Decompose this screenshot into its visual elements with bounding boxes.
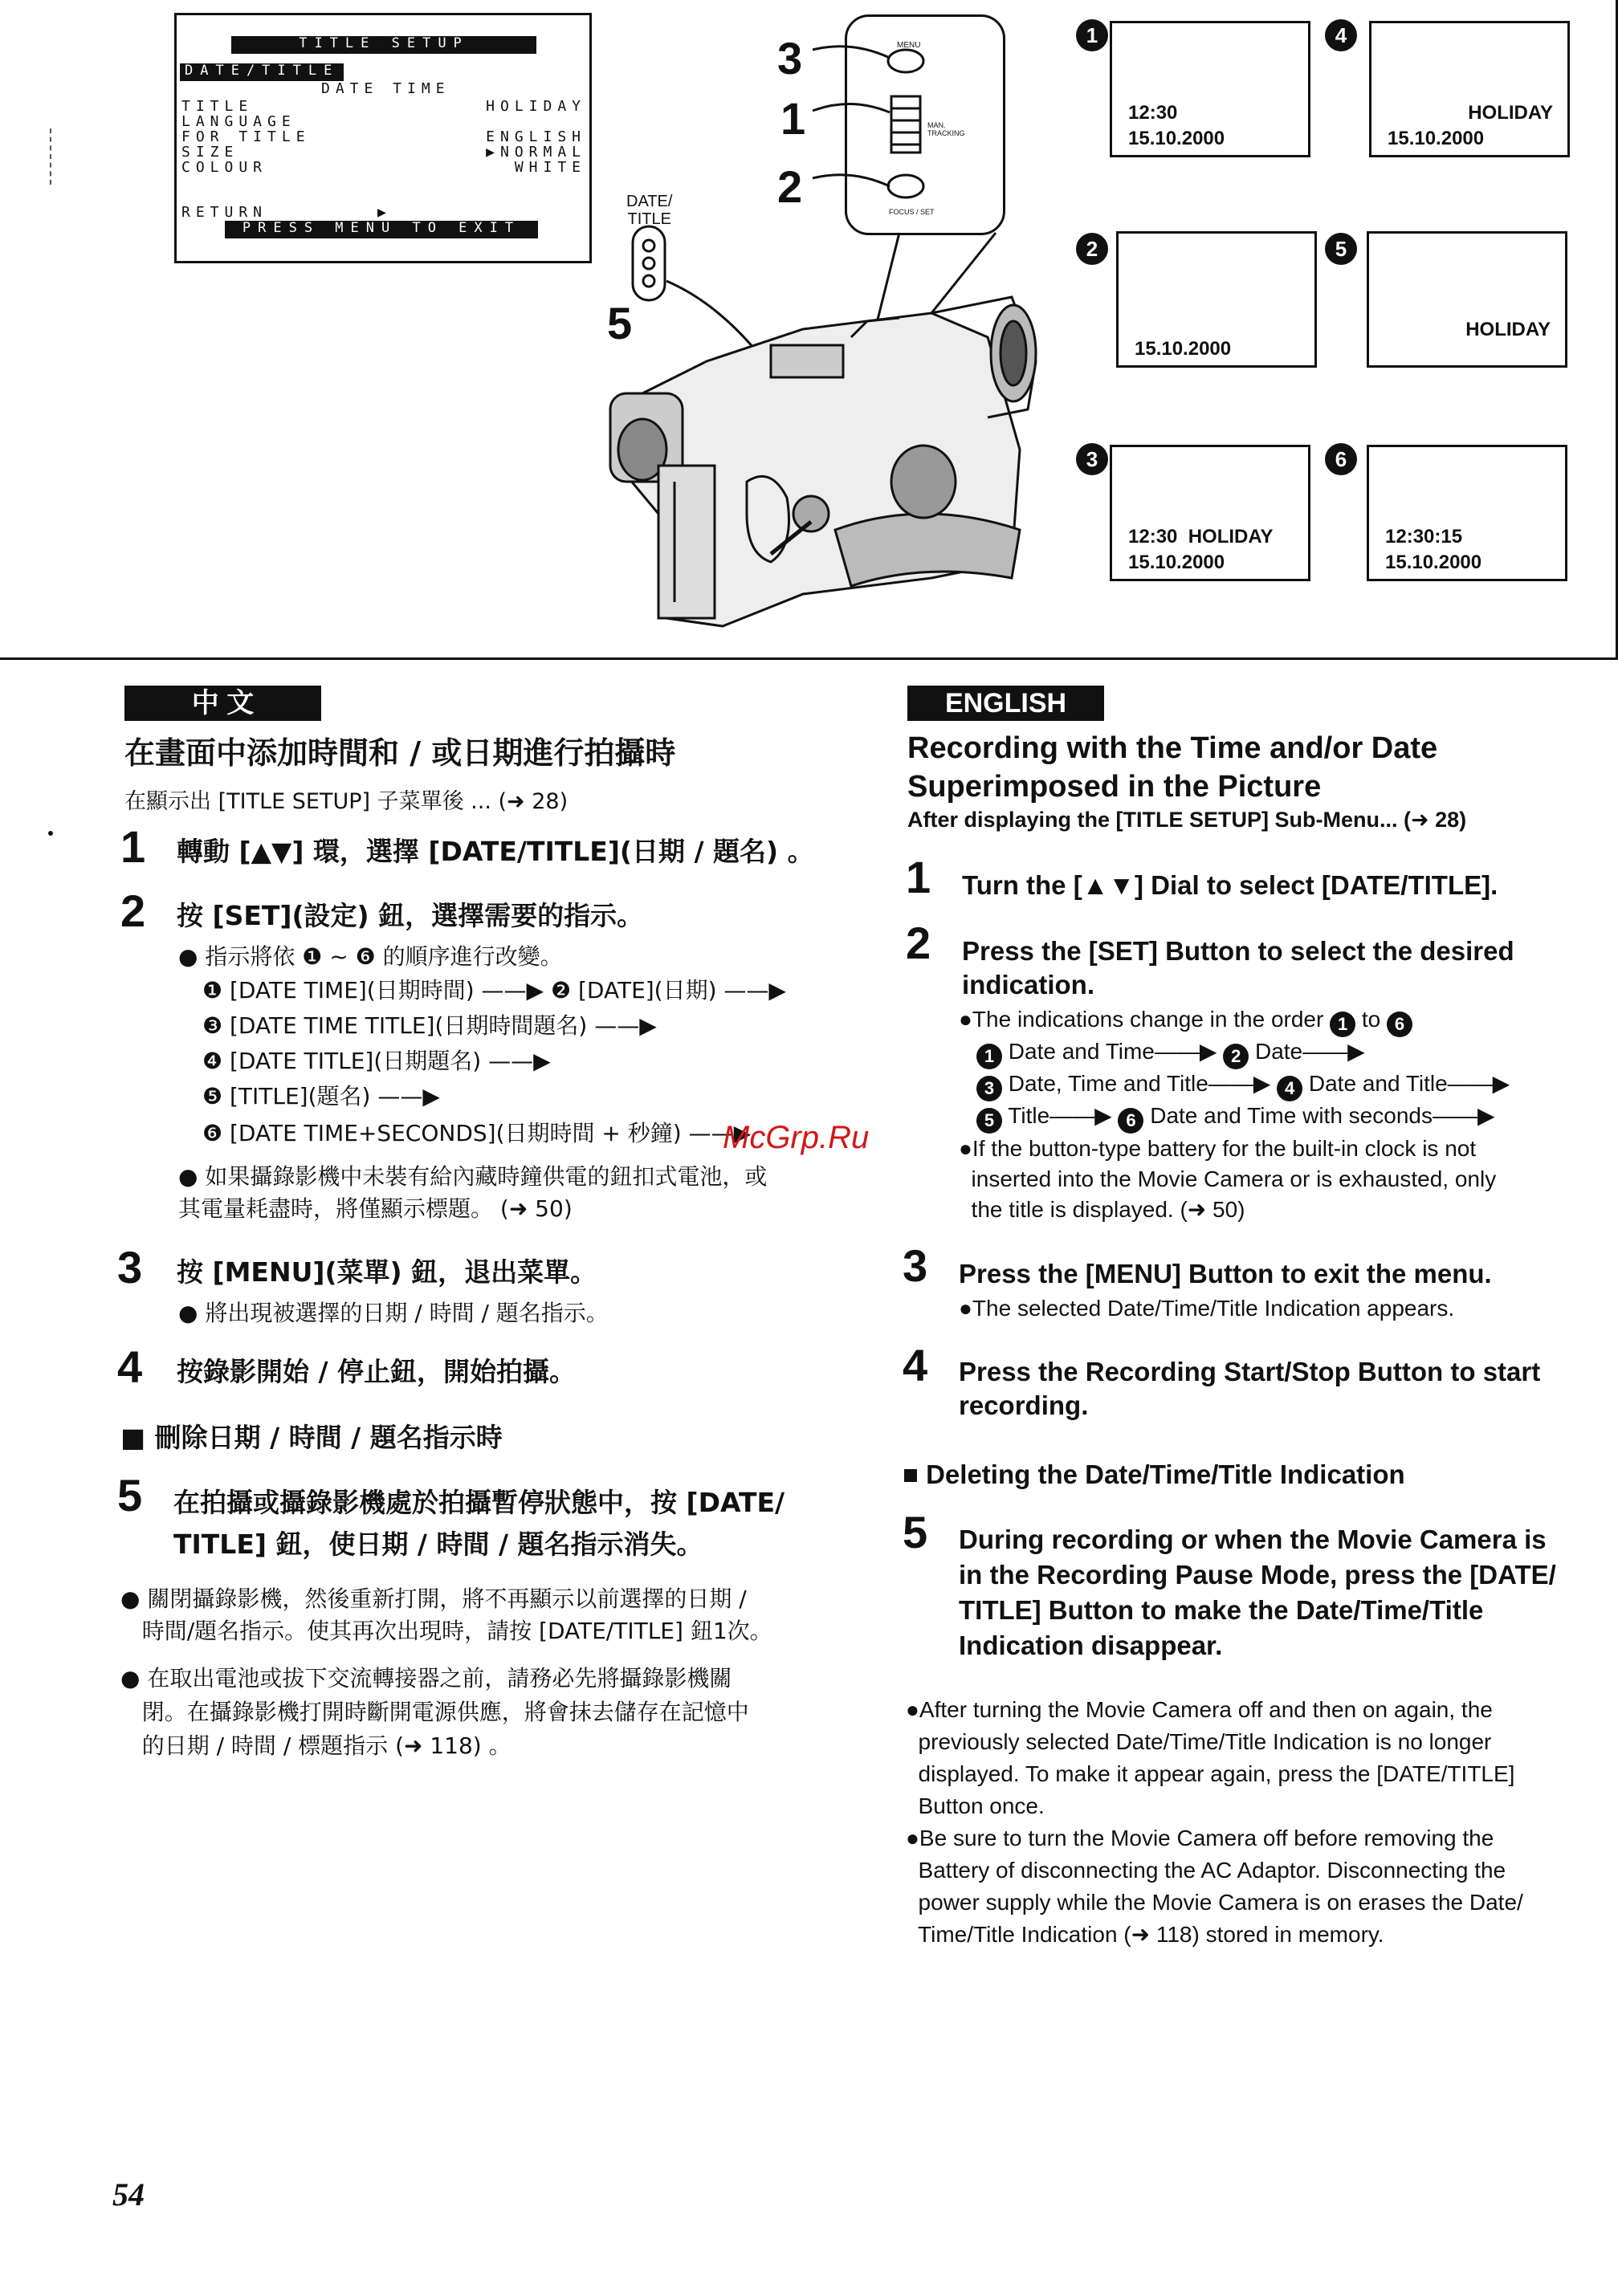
display-example-screen: [1110, 445, 1310, 581]
screen-line-2: 15.10.2000: [1388, 128, 1485, 149]
seq-badge-1: 1: [976, 1044, 1002, 1069]
zh-seq-5: ❻ [DATE TIME+SECONDS](日期時間 + 秒鐘) ——▶: [202, 1120, 752, 1146]
menu-exit-bar: PRESS MENU TO EXIT: [225, 221, 538, 238]
order-end-badge: 6: [1387, 1012, 1412, 1037]
display-example-screen: [1367, 231, 1567, 368]
zh-seq-4: ❺ [TITLE](題名) ——▶: [202, 1083, 440, 1109]
seq-2-a: Date, Time and Title——▶: [1008, 1071, 1271, 1096]
screen-2-badge: 4: [1325, 19, 1357, 51]
screen-line-1-right: HOLIDAY: [1468, 102, 1553, 124]
zh-step-5: 在拍攝或攝錄影機處於拍攝暫停狀態中，按 [DATE/ TITLE] 鈕，使日期 / 時間 / 題名指示消失。: [173, 1487, 785, 1560]
seq-1-a: Date and Time——▶: [1008, 1039, 1217, 1064]
en-step-2-bullet-2: ●If the button-type battery for the built-in clock is not inserted into the Movie Camera or is exhausted, only the title is displayed. (➜ 50): [959, 1136, 1497, 1222]
zh-step-1-num: 1: [120, 821, 146, 872]
en-step-4-num: 4: [903, 1340, 928, 1390]
zh-seq-1: ❶ [DATE TIME](日期時間) ——▶ ❷ [DATE](日期) ——▶: [202, 977, 786, 1003]
screen-line-1: 12:30: [1128, 102, 1178, 124]
menu-button-icon: [888, 50, 923, 72]
set-button-icon: [888, 175, 923, 197]
dial-tracking-label: MAN. TRACKING: [927, 121, 965, 137]
en-seq-3: [976, 1100, 1495, 1134]
seq-3-a: Title——▶: [1008, 1103, 1112, 1128]
en-step-1-num: 1: [906, 852, 931, 902]
en-step-4: Press the Recording Start/Stop Button to start recording.: [959, 1357, 1541, 1420]
callout-1: 1: [780, 93, 806, 144]
en-heading: Recording with the Time and/or Date Superimposed in the Picture: [907, 731, 1438, 804]
callout-5: 5: [607, 298, 633, 348]
en-sub: After displaying the [TITLE SETUP] Sub-Menu... (➜ 28): [907, 808, 1467, 832]
seq-badge-6: 6: [1118, 1108, 1143, 1134]
screen-line-2: 15.10.2000: [1385, 552, 1482, 573]
en-seq-2: [976, 1068, 1510, 1101]
seq-badge-2: 2: [1223, 1044, 1249, 1069]
zh-step-1: 轉動 [▲▼] 環，選擇 [DATE/TITLE](日期 / 題名) 。: [177, 836, 814, 867]
screen-line-1: 12:30:15: [1385, 526, 1463, 548]
screen-line-1-right: HOLIDAY: [1465, 319, 1551, 340]
zh-seq-2: ❸ [DATE TIME TITLE](日期時間題名) ——▶: [202, 1012, 657, 1039]
screen-3-badge: 2: [1076, 233, 1108, 265]
menu-rows-right: HOLIDAY ENGLISH ▶NORMAL WHITE: [486, 98, 586, 176]
en-step-3-bullet: ●The selected Date/Time/Title Indication appears.: [959, 1296, 1455, 1321]
camera-illustration: [0, 0, 1060, 658]
seq-badge-5: 5: [976, 1108, 1002, 1134]
menu-date-time: DATE TIME: [321, 80, 450, 97]
zh-note-2: ● 在取出電池或拔下交流轉接器之前，請務必先將攝錄影機關 閉。在攝錄影機打開時斷開電源供應，將會抹去儲存在記憶中 的日期 / 時間 / 標題指示 (➜ 118) 。: [120, 1665, 749, 1759]
page-number: 54: [112, 2176, 145, 2213]
seq-badge-4: 4: [1277, 1076, 1302, 1101]
en-step-3: Press the [MENU] Button to exit the menu.: [959, 1259, 1492, 1288]
display-example-screen: [1110, 21, 1310, 157]
zh-step-3: 按 [MENU](菜單) 鈕，退出菜單。: [177, 1256, 597, 1288]
en-step-5: During recording or when the Movie Camera is in the Recording Pause Mode, press the [DATE/ TITLE] Button to make the Date/Time/Title Indication disappear.: [959, 1525, 1556, 1660]
order-start-badge: 1: [1330, 1012, 1355, 1037]
screen-line-2: 15.10.2000: [1128, 128, 1225, 149]
zh-step-2: 按 [SET](設定) 鈕，選擇需要的指示。: [177, 900, 644, 931]
en-note-1: ●After turning the Movie Camera off and then on again, the previously selected Date/Time/Title Indication is no longer displayed. To make it appear again, press the [DATE/TITLE] Button once.: [906, 1697, 1515, 1818]
menu-return: RETURN: [181, 204, 268, 221]
screen-1-badge: 1: [1076, 19, 1108, 51]
screen-5-badge: 3: [1076, 443, 1108, 475]
margin-dot: [48, 831, 53, 836]
display-example-screen: [1367, 445, 1567, 581]
screen-line-2: 15.10.2000: [1128, 552, 1225, 573]
en-bullet-1-text: ●The indications change in the order: [959, 1007, 1324, 1032]
en-step-2: Press the [SET] Button to select the desired indication.: [962, 936, 1514, 999]
zh-step-5-num: 5: [117, 1470, 143, 1520]
menu-return-arrow: ▶: [377, 204, 392, 221]
zh-step-3-bullet: ● 將出現被選擇的日期 / 時間 / 題名指示。: [178, 1300, 609, 1326]
seq-badge-3: 3: [976, 1076, 1002, 1101]
chinese-lang-label: 中 文: [124, 686, 321, 721]
menu-selected-row: DATE/TITLE: [180, 63, 344, 81]
display-example-screen: [1369, 21, 1570, 157]
seq-1-b: Date——▶: [1254, 1039, 1365, 1064]
zh-sub: 在顯示出 [TITLE SETUP] 子菜單後 ... (➜ 28): [124, 789, 569, 814]
zh-step-4-num: 4: [117, 1341, 143, 1392]
date-title-label: DATE/ TITLE: [626, 193, 673, 228]
display-example-screen: [1116, 231, 1317, 368]
zh-step-3-num: 3: [117, 1242, 143, 1293]
en-step-5-num: 5: [903, 1507, 928, 1557]
en-step-2-bullet-1: [959, 1003, 1412, 1037]
zh-step-4: 按錄影開始 / 停止鈕，開始拍攝。: [177, 1356, 577, 1387]
zh-delete-heading: ■ 刪除日期 / 時間 / 題名指示時: [120, 1422, 503, 1453]
en-step-2-num: 2: [906, 918, 931, 968]
callout-2: 2: [777, 161, 803, 212]
dial-menu-label: MENU: [897, 41, 921, 50]
screen-line-1: 12:30 HOLIDAY: [1128, 526, 1274, 548]
en-step-3-num: 3: [903, 1240, 928, 1291]
zh-seq-3: ❹ [DATE TITLE](日期題名) ——▶: [202, 1048, 551, 1074]
watermark: McGrp.Ru: [723, 1120, 870, 1155]
order-to: to: [1361, 1007, 1381, 1032]
english-lang-label: ENGLISH: [907, 686, 1104, 721]
screen-4-badge: 5: [1325, 233, 1357, 265]
callout-3: 3: [777, 33, 803, 83]
en-note-2: ●Be sure to turn the Movie Camera off before removing the Battery of disconnecting the AC Adaptor. Disconnecting the power supply while the Movie Camera is on erases the Date/ Time/Title Indication (➜ 118) stored in memory.: [906, 1826, 1523, 1947]
screen-6-badge: 6: [1325, 443, 1357, 475]
zh-note-1: ● 關閉攝錄影機，然後重新打開，將不再顯示以前選擇的日期 / 時間/題名指示。使其再次出現時，請按 [DATE/TITLE] 鈕1次。: [120, 1586, 772, 1644]
en-seq-1: [976, 1036, 1365, 1069]
en-delete-heading: ■ Deleting the Date/Time/Title Indication: [903, 1459, 1405, 1489]
zh-step-2-bullet-1: ● 指示將依 ❶ ~ ❻ 的順序進行改變。: [178, 943, 563, 970]
seq-2-b: Date and Title——▶: [1308, 1071, 1510, 1096]
seq-3-b: Date and Time with seconds——▶: [1150, 1103, 1495, 1128]
zh-step-2-bullet-2: ● 如果攝錄影機中未裝有給內藏時鐘供電的鈕扣式電池，或 其電量耗盡時，將僅顯示標題。 (➜ 50): [178, 1163, 768, 1222]
menu-title-bar: TITLE SETUP: [231, 36, 536, 54]
date-title-button-icon: [633, 226, 665, 300]
en-step-1: Turn the [▲▼] Dial to select [DATE/TITLE].: [962, 870, 1498, 900]
zh-heading: 在畫面中添加時間和 / 或日期進行拍攝時: [124, 735, 676, 771]
menu-rows-left: TITLE LANGUAGE FOR TITLE SIZE COLOUR: [181, 98, 311, 176]
zh-step-2-num: 2: [120, 885, 146, 936]
dial-focus-set-label: FOCUS / SET: [889, 208, 935, 216]
screen-line-2: 15.10.2000: [1135, 338, 1232, 360]
